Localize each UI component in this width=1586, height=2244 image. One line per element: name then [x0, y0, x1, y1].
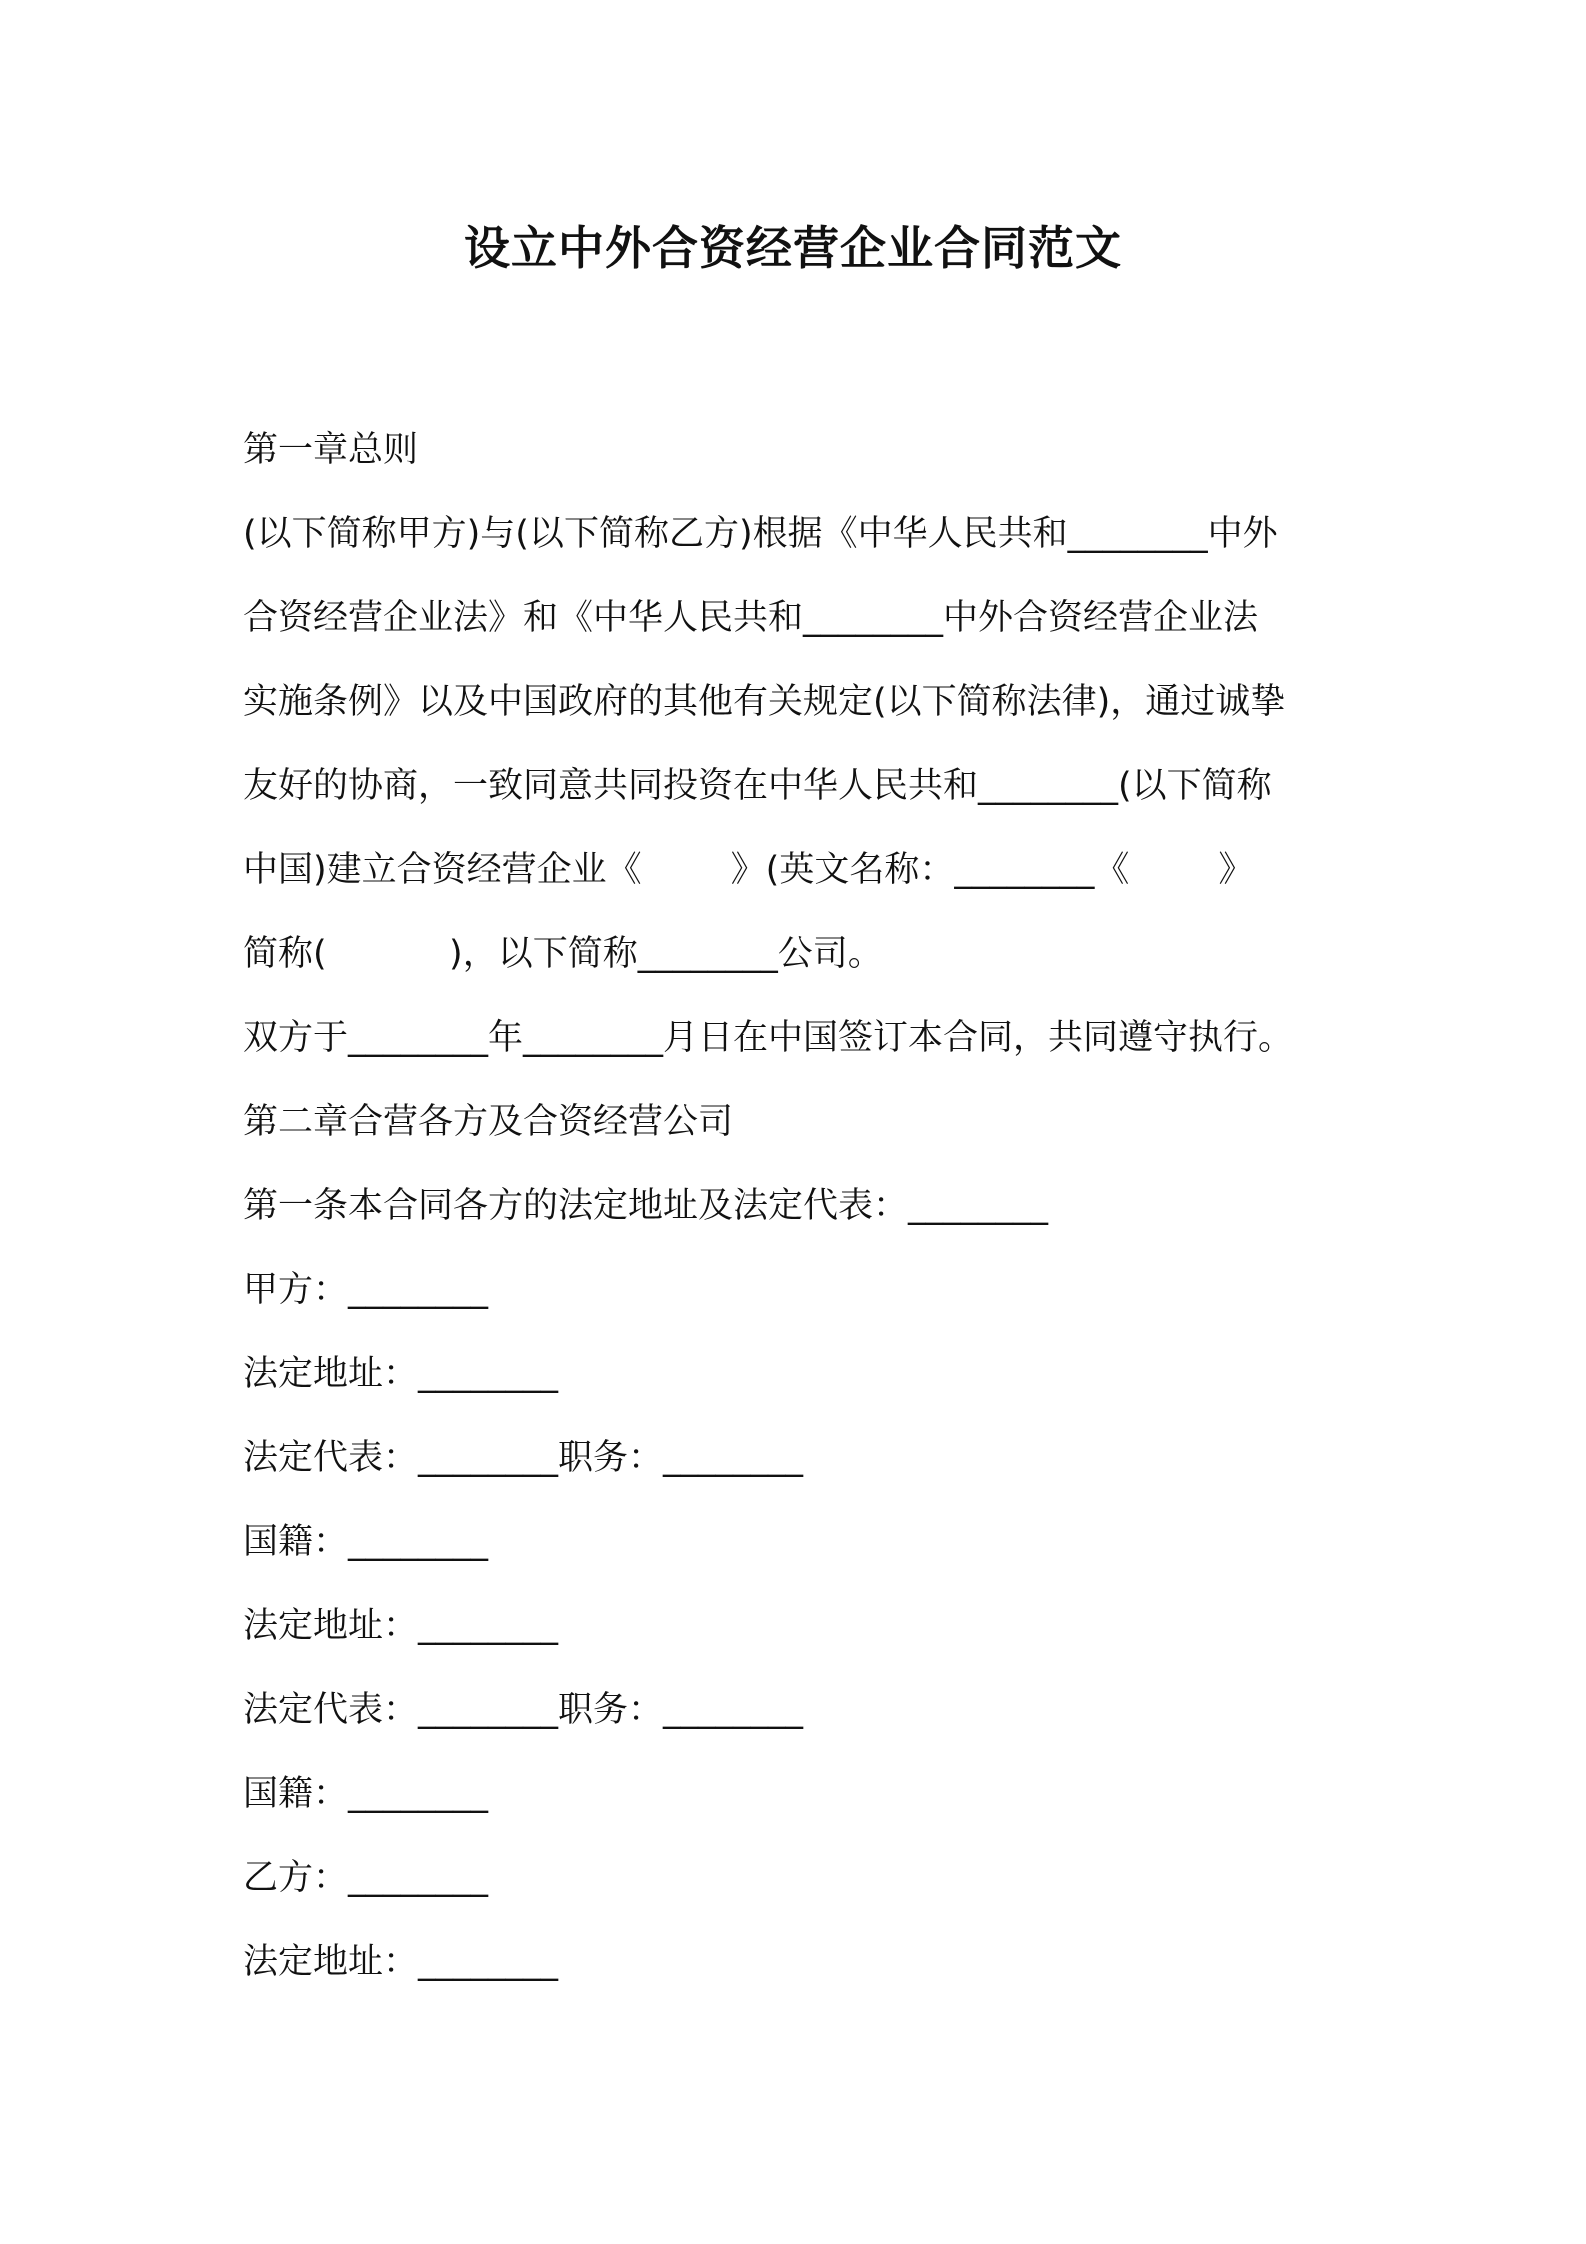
legal-representative-field: 法定代表：________职务：________	[243, 1438, 804, 1478]
document-body	[243, 408, 1383, 2004]
legal-address-field: 法定地址：________	[243, 1354, 559, 1394]
chapter-2-heading: 第二章合营各方及合资经营公司	[243, 1102, 734, 1142]
document-title: 设立中外合资经营企业合同范文	[464, 221, 1122, 275]
paragraph-line: 实施条例》以及中国政府的其他有关规定(以下简称法律)，通过诚挚	[243, 682, 1286, 722]
legal-address-field: 法定地址：________	[243, 1606, 559, 1646]
nationality-field: 国籍：________	[243, 1774, 489, 1814]
paragraph-line: 双方于________年________月日在中国签订本合同，共同遵守执行。	[243, 1018, 1294, 1058]
paragraph-line: 合资经营企业法》和《中华人民共和________中外合资经营企业法	[243, 598, 1259, 638]
paragraph-line: (以下简称甲方)与(以下简称乙方)根据《中华人民共和________中外	[243, 514, 1278, 554]
article-1-line: 第一条本合同各方的法定地址及法定代表：________	[243, 1186, 1049, 1226]
paragraph-line: 友好的协商，一致同意共同投资在中华人民共和________(以下简称	[243, 766, 1272, 806]
party-a-field: 甲方：________	[243, 1270, 489, 1310]
paragraph-line: 简称( )，以下简称________公司。	[243, 934, 883, 974]
nationality-field: 国籍：________	[243, 1522, 489, 1562]
legal-representative-field: 法定代表：________职务：________	[243, 1690, 804, 1730]
chapter-1-heading: 第一章总则	[243, 430, 419, 470]
party-b-field: 乙方：________	[243, 1858, 489, 1898]
legal-address-field: 法定地址：________	[243, 1942, 559, 1982]
paragraph-line: 中国)建立合资经营企业《 》(英文名称：________《 》	[243, 850, 1254, 890]
